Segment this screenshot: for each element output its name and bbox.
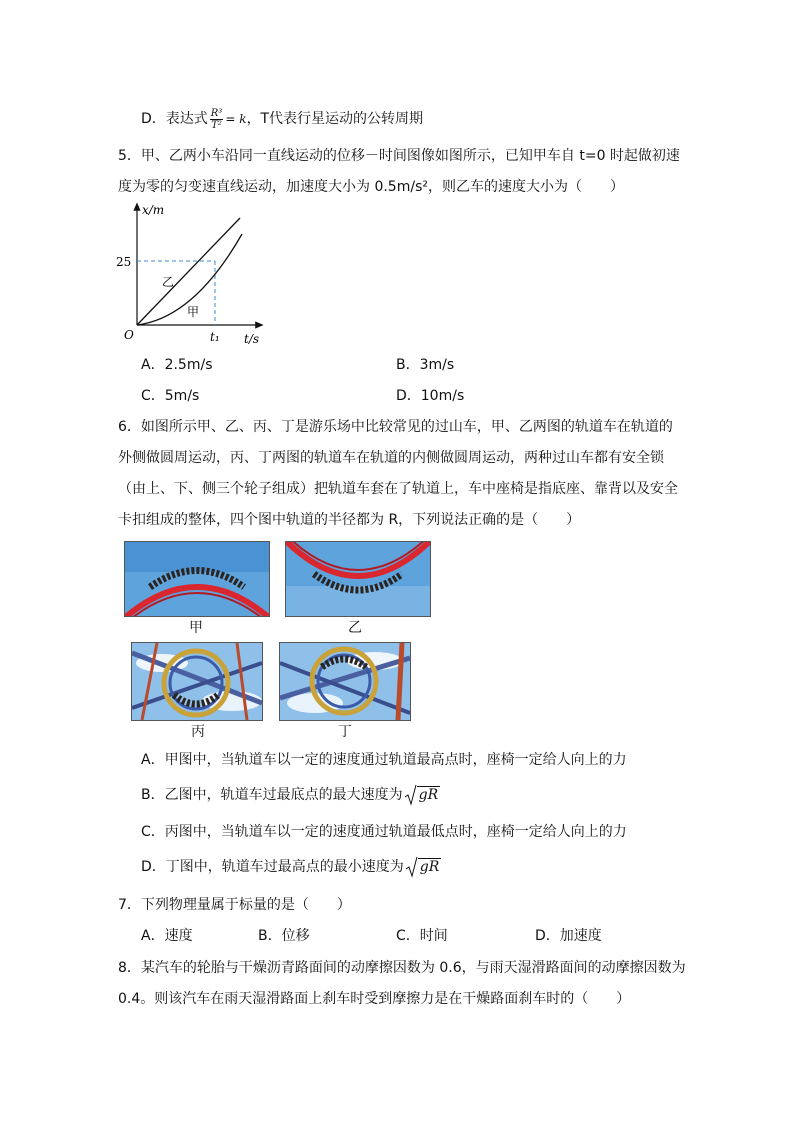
coaster-photo-bing (131, 642, 263, 721)
sqrt-radicand: gR (418, 787, 439, 803)
q6-line-1: 6．如图所示甲、乙、丙、丁是游乐场中比较常见的过山车，甲、乙两图的轨道车在轨道的 (118, 419, 673, 435)
q6-option-b-text: B．乙图中，轨道车过最底点的最大速度为 (141, 787, 403, 803)
q4-d-suffix: ，T代表行星运动的公转周期 (246, 111, 424, 127)
q4-eq-k: = k (225, 112, 247, 126)
q4-fraction (210, 108, 224, 131)
q4-frac-num: R³ (210, 107, 223, 119)
caption-yi: 乙 (348, 620, 362, 636)
caption-jia: 甲 (189, 620, 203, 636)
q7-line-1: 7．下列物理量属于标量的是（ ） (118, 897, 351, 913)
q6-option-a[interactable]: A．甲图中，当轨道车以一定的速度通过轨道最高点时，座椅一定给人向上的力 (141, 752, 627, 768)
q7-option-a[interactable]: A．速度 (141, 928, 193, 944)
q4-option-d (141, 106, 423, 132)
q5-line-2: 度为零的匀变速直线运动，加速度大小为 0.5m/s²，则乙车的速度大小为（ ） (118, 179, 624, 195)
q7-option-d[interactable]: D．加速度 (535, 928, 602, 944)
graph-x-tick: t₁ (210, 330, 220, 344)
q6-line-3: （由上、下、侧三个轮子组成）把轨道车套在了轨道上，车中座椅是指底座、靠背以及安全 (118, 481, 678, 497)
coaster-photo-ding (279, 642, 411, 721)
q4-frac-den: T² (211, 119, 222, 131)
q8-line-1: 8．某汽车的轮胎与干燥沥青路面间的动摩擦因数为 0.6，与雨天湿滑路面间的动摩擦因数为 (118, 960, 686, 976)
graph-y-label: x/m (142, 203, 165, 217)
graph-label-jia: 甲 (187, 305, 200, 319)
caption-bing: 丙 (191, 724, 205, 740)
q6-line-4: 卡扣组成的整体，四个图中轨道的半径都为 R，下列说法正确的是（ ） (118, 512, 581, 528)
q4-d-prefix: D．表达式 (141, 111, 208, 127)
sqrt-gr (405, 787, 441, 803)
coaster-photo-yi (285, 541, 431, 617)
q6-option-d-text: D．丁图中，轨道车过最高点的最小速度为 (141, 859, 404, 875)
q6-option-c[interactable]: C．丙图中，当轨道车以一定的速度通过轨道最低点时，座椅一定给人向上的力 (141, 824, 627, 840)
sqrt-radicand: gR (419, 859, 440, 875)
graph-label-yi: 乙 (162, 275, 175, 289)
q6-option-b[interactable] (141, 784, 440, 804)
sqrt-gr (406, 859, 442, 875)
q5-option-b[interactable]: B．3m/s (396, 357, 455, 373)
graph-y-tick: 25 (116, 255, 132, 269)
q5-line-1: 5．甲、乙两小车沿同一直线运动的位移－时间图像如图所示，已知甲车自 t=0 时起做初速 (118, 148, 680, 164)
q7-option-b[interactable]: B．位移 (258, 928, 310, 944)
q6-line-2: 外侧做圆周运动，丙、丁两图的轨道车在轨道的内侧做圆周运动，两种过山车都有安全锁 (118, 450, 664, 466)
q5-option-a[interactable]: A．2.5m/s (141, 357, 213, 373)
q8-line-2: 0.4。则该汽车在雨天湿滑路面上刹车时受到摩擦力是在干燥路面刹车时的（ ） (118, 991, 631, 1007)
caption-ding: 丁 (338, 724, 352, 740)
q5-option-d[interactable]: D．10m/s (396, 388, 465, 404)
q6-option-d[interactable] (141, 856, 441, 876)
graph-x-label: t/s (244, 332, 260, 346)
graph-origin: O (124, 328, 134, 342)
coaster-photo-jia (124, 541, 270, 617)
q7-option-c[interactable]: C．时间 (396, 928, 448, 944)
q5-xt-graph (112, 198, 272, 348)
q5-option-c[interactable]: C．5m/s (141, 388, 200, 404)
